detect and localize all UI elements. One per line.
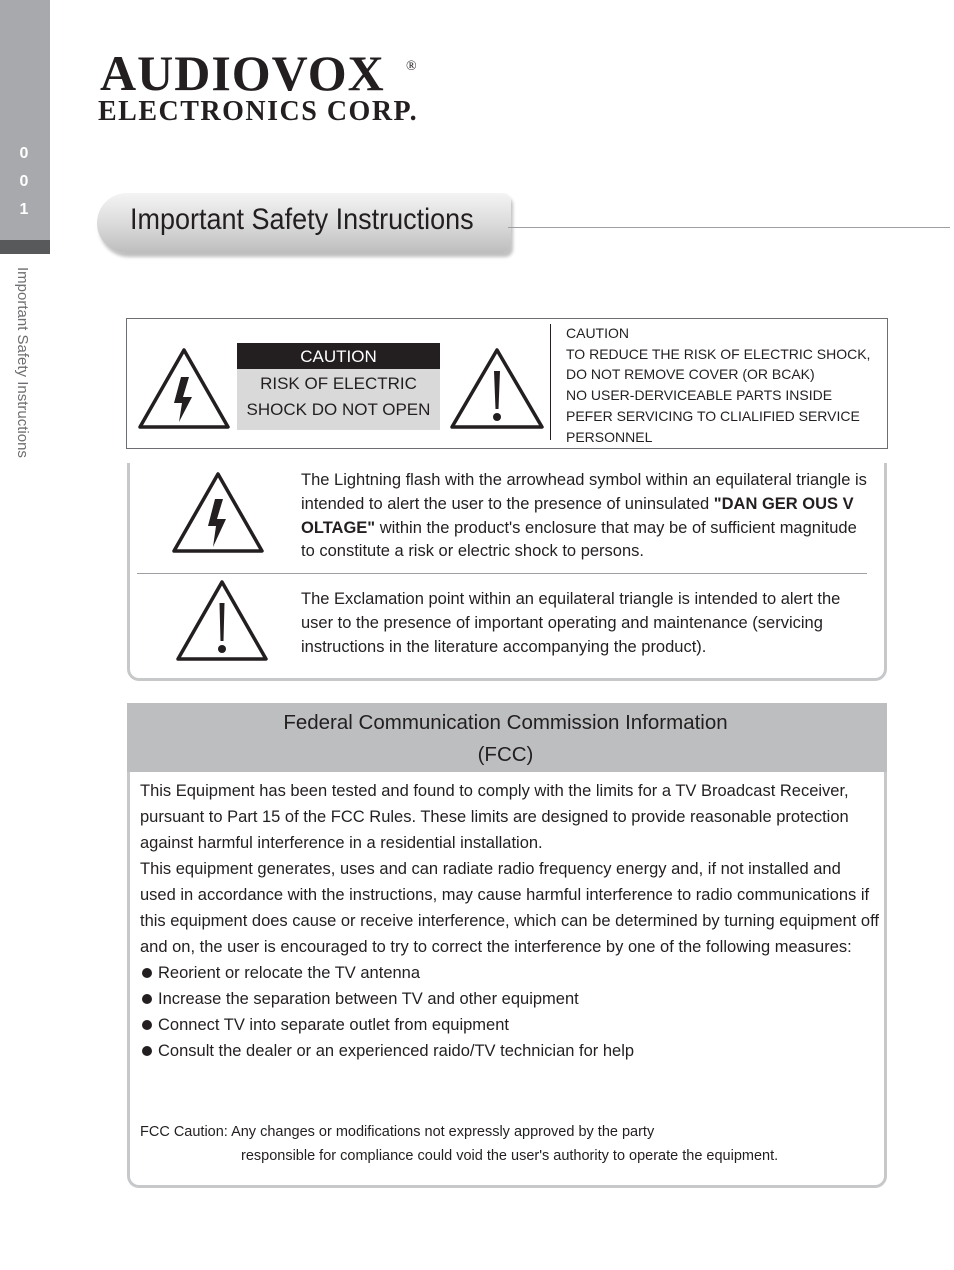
caution-text-line: PEFER SERVICING TO CLIALIFIED SERVICE [566,407,860,424]
caution-text-line: PERSONNEL [566,428,653,445]
lightning-symbol-description [301,469,871,564]
bullet-icon [142,994,152,1004]
bullet-icon [142,968,152,978]
fcc-caution [140,1120,880,1168]
caution-label-head: CAUTION [237,343,440,369]
section-title: Important Safety Instructions [130,203,474,236]
lightning-triangle-icon [137,347,231,431]
page-number-digit: 1 [19,201,29,218]
dangerous-voltage-label: "DAN GER OUS V OLTAGE" [301,494,854,537]
fcc-body [140,778,880,1064]
sidebar-section-label: Important Safety Instructions [14,267,31,458]
page-number [16,140,32,224]
measure-text: Connect TV into separate outlet from equipment [158,1016,509,1034]
fcc-paragraph: This Equipment has been tested and found to comply with the limits for a TV Broadcast Receiver, pursuant to Part 15 of the FCC Rules. These limits are designed to provide reasonable protection against harmful interference in a residential installation. [140,782,849,852]
caution-text-line: CAUTION [566,325,629,341]
list-item [140,1012,880,1038]
lightning-text-start: The Lightning flash with the arrowhead symbol within an equilateral triangle is intended to alert the user to the presence of uninsulated [301,471,867,513]
caution-text [566,323,884,447]
fcc-title [127,707,884,771]
section-divider [508,227,950,228]
page-number-digit: 0 [19,145,29,162]
exclamation-symbol-description: The Exclamation point within an equilateral triangle is intended to alert the user to the presence of important operating and maintenance (servicing instructions in the literature accompanying the product). [301,590,841,656]
page-number-digit: 0 [19,173,29,190]
caution-label-line: RISK OF ELECTRIC [260,374,417,393]
bullet-icon [142,1046,152,1056]
fcc-caution-line: FCC Caution: Any changes or modifications not expressly approved by the party [140,1124,655,1140]
lightning-text-end: within the product's enclosure that may be of sufficient magnitude to constitute a risk or electric shock to persons. [301,518,857,561]
fcc-paragraph: This equipment generates, uses and can radiate radio frequency energy and, if not installed and used in accordance with the instructions, may cause harmful interference to radio communications if this equipment does cause or receive interference, which can be determined by turning equipment off and on, the user is encouraged to try to correct the interference by one of the following measures: [140,860,879,956]
lightning-triangle-icon [171,471,265,555]
caution-label-body [237,371,440,423]
logo-wordmark: AUDIOVOX [100,45,385,101]
fcc-caution-line: responsible for compliance could void the user's authority to operate the equipment. [241,1148,779,1164]
exclamation-triangle-icon [175,579,269,663]
list-item [140,1038,880,1064]
caution-text-line: DO NOT REMOVE COVER (OR BCAK) [566,366,815,383]
bullet-icon [142,1020,152,1030]
fcc-title-line: (FCC) [477,743,534,766]
fcc-title-line: Federal Communication Commission Information [283,711,728,734]
audiovox-logo [96,45,426,135]
measure-text: Reorient or relocate the TV antenna [158,964,421,982]
caution-text-line: NO USER-DERVICEABLE PARTS INSIDE [566,387,833,404]
caution-text-line: TO REDUCE THE RISK OF ELECTRIC SHOCK, [566,345,871,362]
measure-text: Increase the separation between TV and other equipment [158,990,579,1008]
symbols-separator [137,573,867,574]
side-tab-marker [0,240,50,254]
list-item [140,960,880,986]
caution-divider [550,324,551,440]
logo-subtitle: ELECTRONICS CORP. [98,96,419,127]
exclamation-triangle-icon [449,347,545,431]
caution-label-line: SHOCK DO NOT OPEN [246,400,431,419]
measure-text: Consult the dealer or an experienced raido/TV technician for help [158,1042,635,1060]
registered-mark: ® [406,59,417,74]
list-item [140,986,880,1012]
